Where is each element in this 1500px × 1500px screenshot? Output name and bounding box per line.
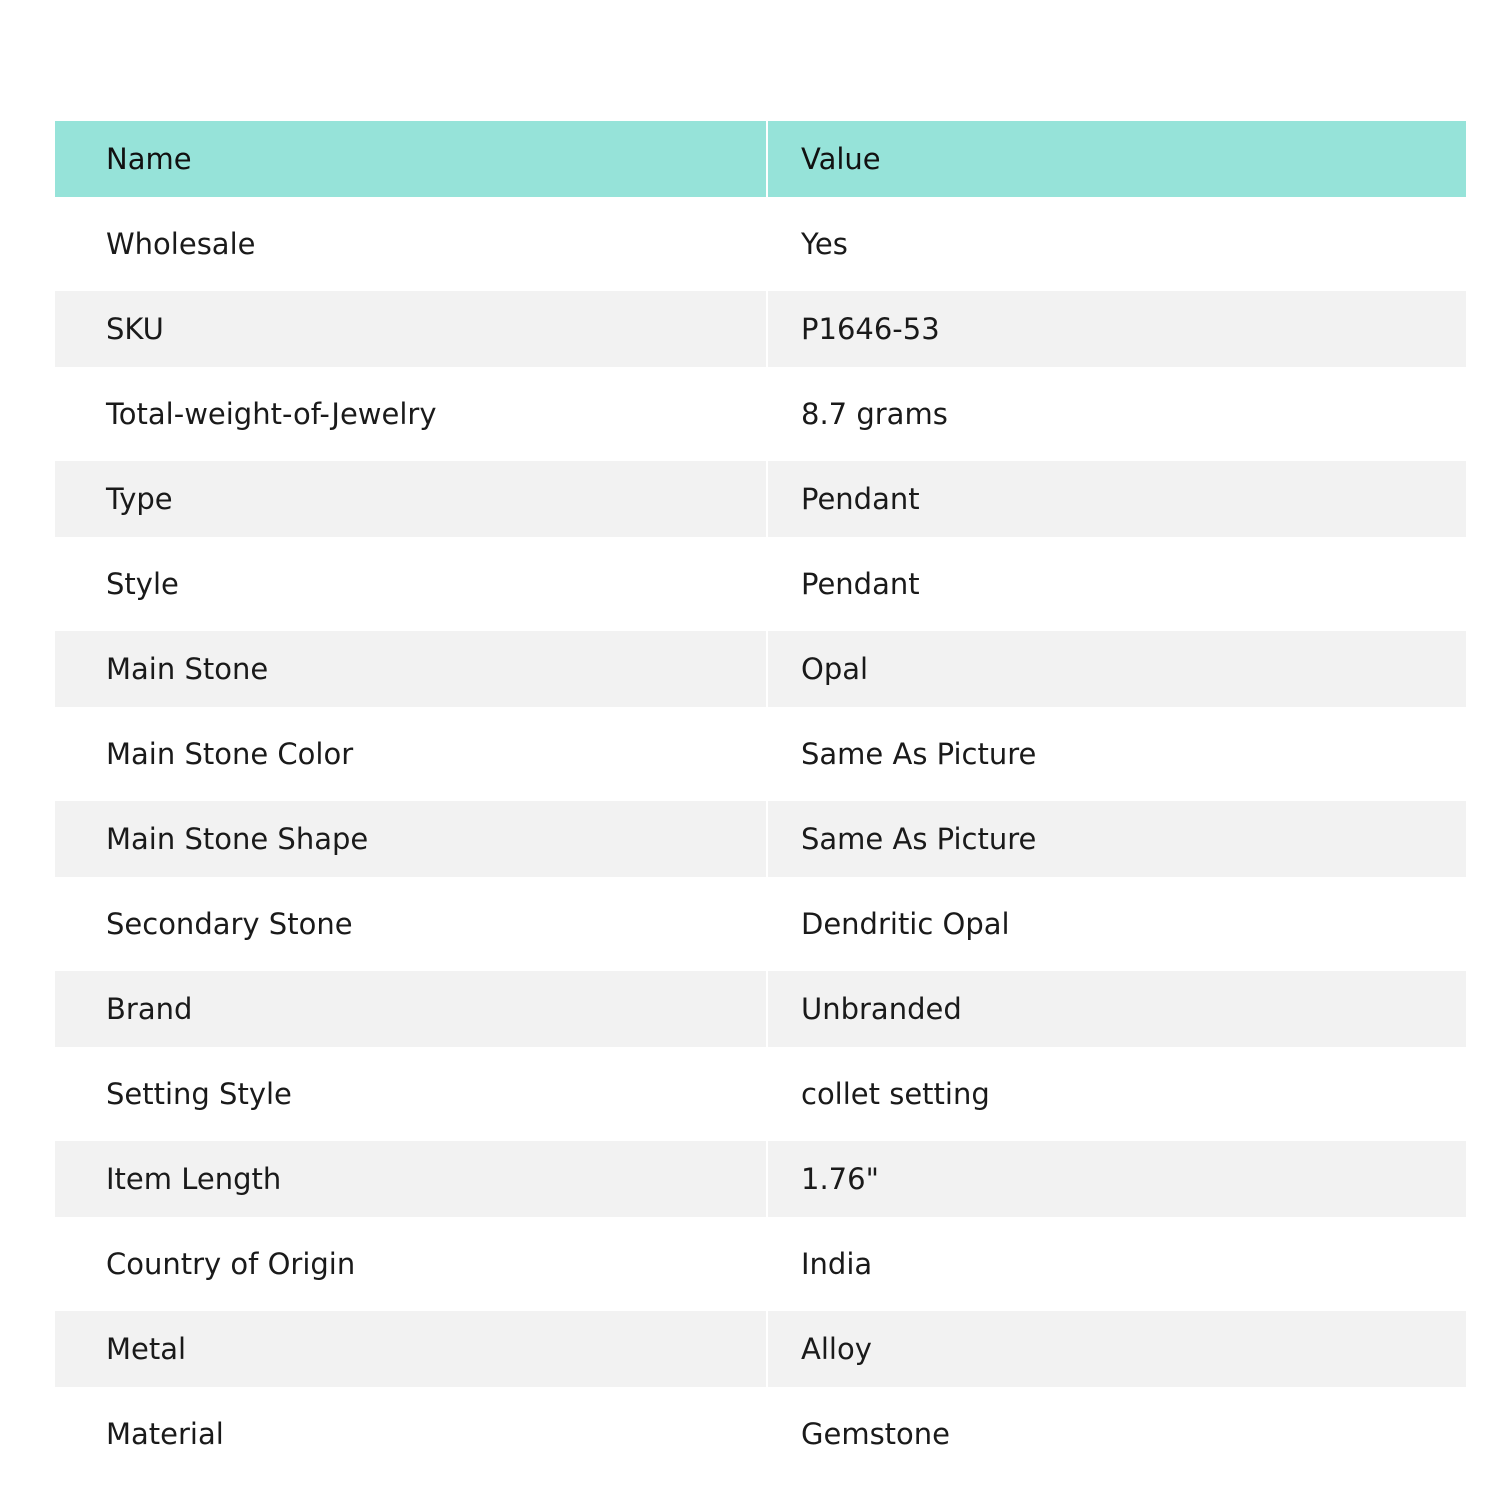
row-value-cell: Unbranded — [766, 971, 1466, 1047]
row-name-cell: Main Stone — [55, 631, 766, 707]
row-value-cell: Pendant — [766, 537, 1466, 631]
row-value-cell: collet setting — [766, 1047, 1466, 1141]
row-name-cell: Setting Style — [55, 1047, 766, 1141]
row-value-cell: Opal — [766, 631, 1466, 707]
row-name-cell: Main Stone Shape — [55, 801, 766, 877]
row-value-cell: 1.76" — [766, 1141, 1466, 1217]
row-name-cell: Country of Origin — [55, 1217, 766, 1311]
row-name-cell: Metal — [55, 1311, 766, 1387]
table-row — [55, 197, 1466, 291]
specifications-table — [55, 121, 1466, 1481]
table-row — [55, 631, 1466, 707]
row-value-cell: India — [766, 1217, 1466, 1311]
row-name-cell: Wholesale — [55, 197, 766, 291]
row-value-cell: P1646-53 — [766, 291, 1466, 367]
row-value-cell: Alloy — [766, 1311, 1466, 1387]
table-row — [55, 1387, 1466, 1481]
row-value-cell: Gemstone — [766, 1387, 1466, 1481]
table-row — [55, 1311, 1466, 1387]
row-name-cell: Type — [55, 461, 766, 537]
table-row — [55, 1047, 1466, 1141]
row-value-cell: Dendritic Opal — [766, 877, 1466, 971]
row-value-cell: 8.7 grams — [766, 367, 1466, 461]
table-row — [55, 707, 1466, 801]
table-row — [55, 461, 1466, 537]
table-row — [55, 1217, 1466, 1311]
row-name-cell: Secondary Stone — [55, 877, 766, 971]
table-row — [55, 971, 1466, 1047]
table-row — [55, 1141, 1466, 1217]
row-value-cell: Same As Picture — [766, 801, 1466, 877]
table-row — [55, 537, 1466, 631]
row-value-cell: Yes — [766, 197, 1466, 291]
row-name-cell: Material — [55, 1387, 766, 1481]
column-header-value: Value — [766, 121, 1466, 197]
table-row — [55, 291, 1466, 367]
row-value-cell: Same As Picture — [766, 707, 1466, 801]
table-row — [55, 801, 1466, 877]
column-header-name: Name — [55, 121, 766, 197]
row-name-cell: Total-weight-of-Jewelry — [55, 367, 766, 461]
table-row — [55, 877, 1466, 971]
table-header-row — [55, 121, 1466, 197]
row-name-cell: Main Stone Color — [55, 707, 766, 801]
table-row — [55, 367, 1466, 461]
row-name-cell: Style — [55, 537, 766, 631]
row-name-cell: SKU — [55, 291, 766, 367]
row-value-cell: Pendant — [766, 461, 1466, 537]
row-name-cell: Item Length — [55, 1141, 766, 1217]
row-name-cell: Brand — [55, 971, 766, 1047]
